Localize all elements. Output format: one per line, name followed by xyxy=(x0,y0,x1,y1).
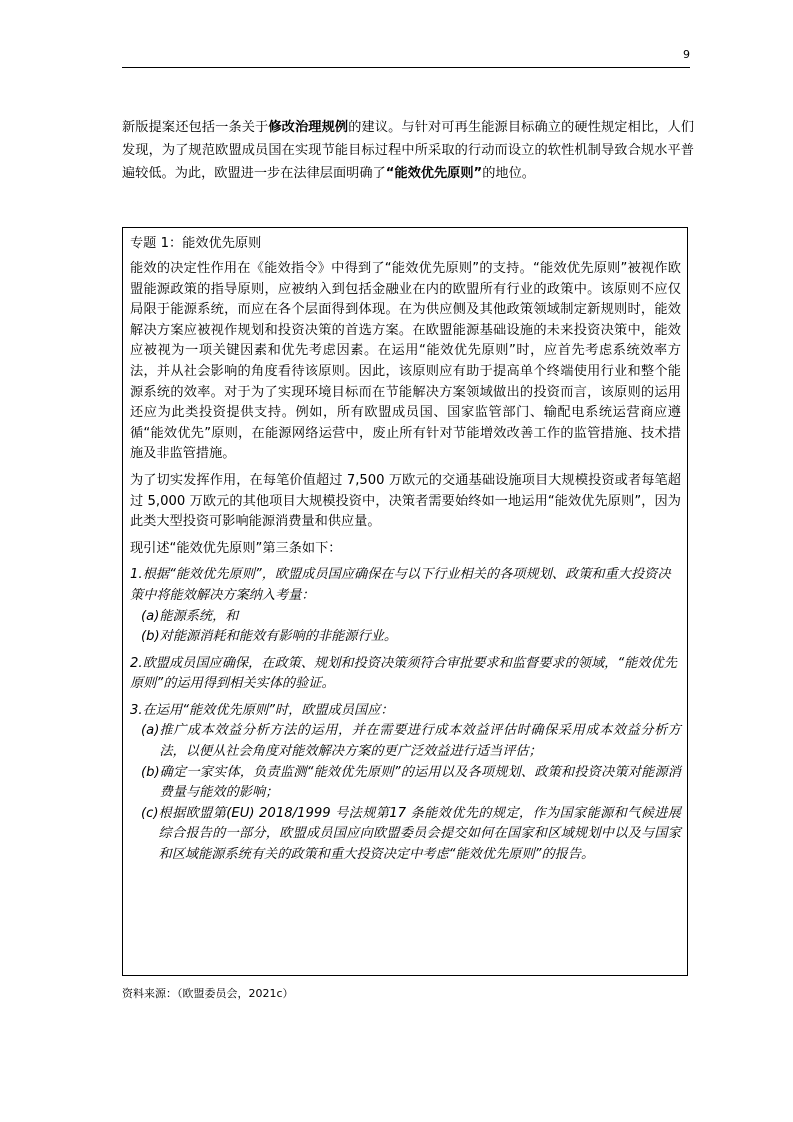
item-label: (c) xyxy=(141,805,159,821)
item-text: 能源系统，和 xyxy=(159,608,239,624)
article-3 xyxy=(130,701,681,866)
item-label: (a) xyxy=(141,723,160,739)
article-3-item xyxy=(130,804,681,866)
intro-text-2: 的建议。与针对可再生能源目标确立的硬性规定相比，人们发现，为了规范欧盟成员国在实现节能目标过程中所采取的行动而设立的软性机制导致合规水平普遍较低。为此，欧盟进一步在法律层面明确了 xyxy=(122,120,695,181)
box-paragraph-2: 为了切实发挥作用，在每笔价值超过 7,500 万欧元的交通基础设施项目大规模投资或者每笔超过 5,000 万欧元的其他项目大规模投资中，决策者需要始终如一地运用“能效优先原则”，因为此类大型投资可影响能源消费量和供应量。 xyxy=(130,472,681,530)
box-title: 专题 1：能效优先原则 xyxy=(130,236,262,251)
article-1-text: 1.根据“能效优先原则”，欧盟成员国应确保在与以下行业相关的各项规划、政策和重大投资决策中将能效解决方案纳入考量： xyxy=(130,567,671,603)
topic-box xyxy=(122,227,688,976)
box-paragraph-1: 能效的决定性作用在《能效指令》中得到了“能效优先原则”的支持。“能效优先原则”被视作欧盟能源政策的指导原则，应被纳入到包括金融业在内的欧盟所有行业的政策中。该原则不应仅局限于能源系统，而应在各个层面得到体现。在为供应侧及其他政策领域制定新规则时，能效解决方案应被视作规划和投资决策的首选方案。在欧盟能源基础设施的未来投资决策中，能效应被视为一项关键因素和优先考虑因素。在运用“能效优先原则”时，应首先考虑系统效率方法，并从社会影响的角度看待该原则。因此，该原则应有助于提高单个终端使用行业和整个能源系统的效率。对于为了实现环境目标而在节能解决方案领域做出的投资而言，该原则的运用还应为此类投资提供支持。例如，所有欧盟成员国、国家监管部门、输配电系统运营商应遵循“能效优先”原则，在能源网络运营中，废止所有针对节能增效改善工作的监管措施、技术措施及非监管措施。 xyxy=(130,261,681,462)
article-1 xyxy=(130,565,681,647)
header-rule xyxy=(122,67,690,68)
source-note: 资料来源：（欧盟委员会，2021c） xyxy=(122,987,294,1000)
intro-bold-1: 修改治理规例 xyxy=(268,120,349,135)
intro-text-3: 的地位。 xyxy=(482,166,535,181)
intro-text-1: 新版提案还包括一条关于 xyxy=(122,120,269,135)
article-3-item xyxy=(130,763,681,804)
article-3-item xyxy=(130,721,681,762)
article-3-text: 3.在运用“能效优先原则”时，欧盟成员国应： xyxy=(130,702,394,718)
article-2-text: 2.欧盟成员国应确保，在政策、规划和投资决策须符合审批要求和监督要求的领域，“能效优先原则”的运用得到相关实体的验证。 xyxy=(130,655,677,692)
article-1-item xyxy=(130,627,681,648)
item-label: (b) xyxy=(141,629,160,645)
item-text: 对能源消耗和能效有影响的非能源行业。 xyxy=(159,629,398,645)
article-quote xyxy=(130,565,681,865)
item-text: 确定一家实体，负责监测“能效优先原则”的运用以及各项规划、政策和投资决策对能源消费量与能效的影响； xyxy=(159,764,681,801)
item-label: (a) xyxy=(141,608,160,624)
item-text: 推广成本效益分析方法的运用，并在需要进行成本效益评估时确保采用成本效益分析方法，以便从社会角度对能效解决方案的更广泛效益进行适当评估； xyxy=(159,723,681,760)
article-1-item xyxy=(130,607,681,628)
intro-paragraph xyxy=(122,116,694,185)
item-text: 根据欧盟第(EU) 2018/1999 号法规第17 条能效优先的规定，作为国家能源和气候进展综合报告的一部分，欧盟成员国应向欧盟委员会提交如何在国家和区域规划中以及与国家和区域能源系统有关的政策和重大投资决定中考虑“能效优先原则”的报告。 xyxy=(158,805,681,863)
article-2 xyxy=(130,654,681,695)
page-number: 9 xyxy=(683,48,690,61)
item-label: (b) xyxy=(141,764,160,780)
intro-bold-2: “能效优先原则” xyxy=(385,166,483,181)
box-paragraph-3: 现引述“能效优先原则”第三条如下： xyxy=(130,540,342,556)
